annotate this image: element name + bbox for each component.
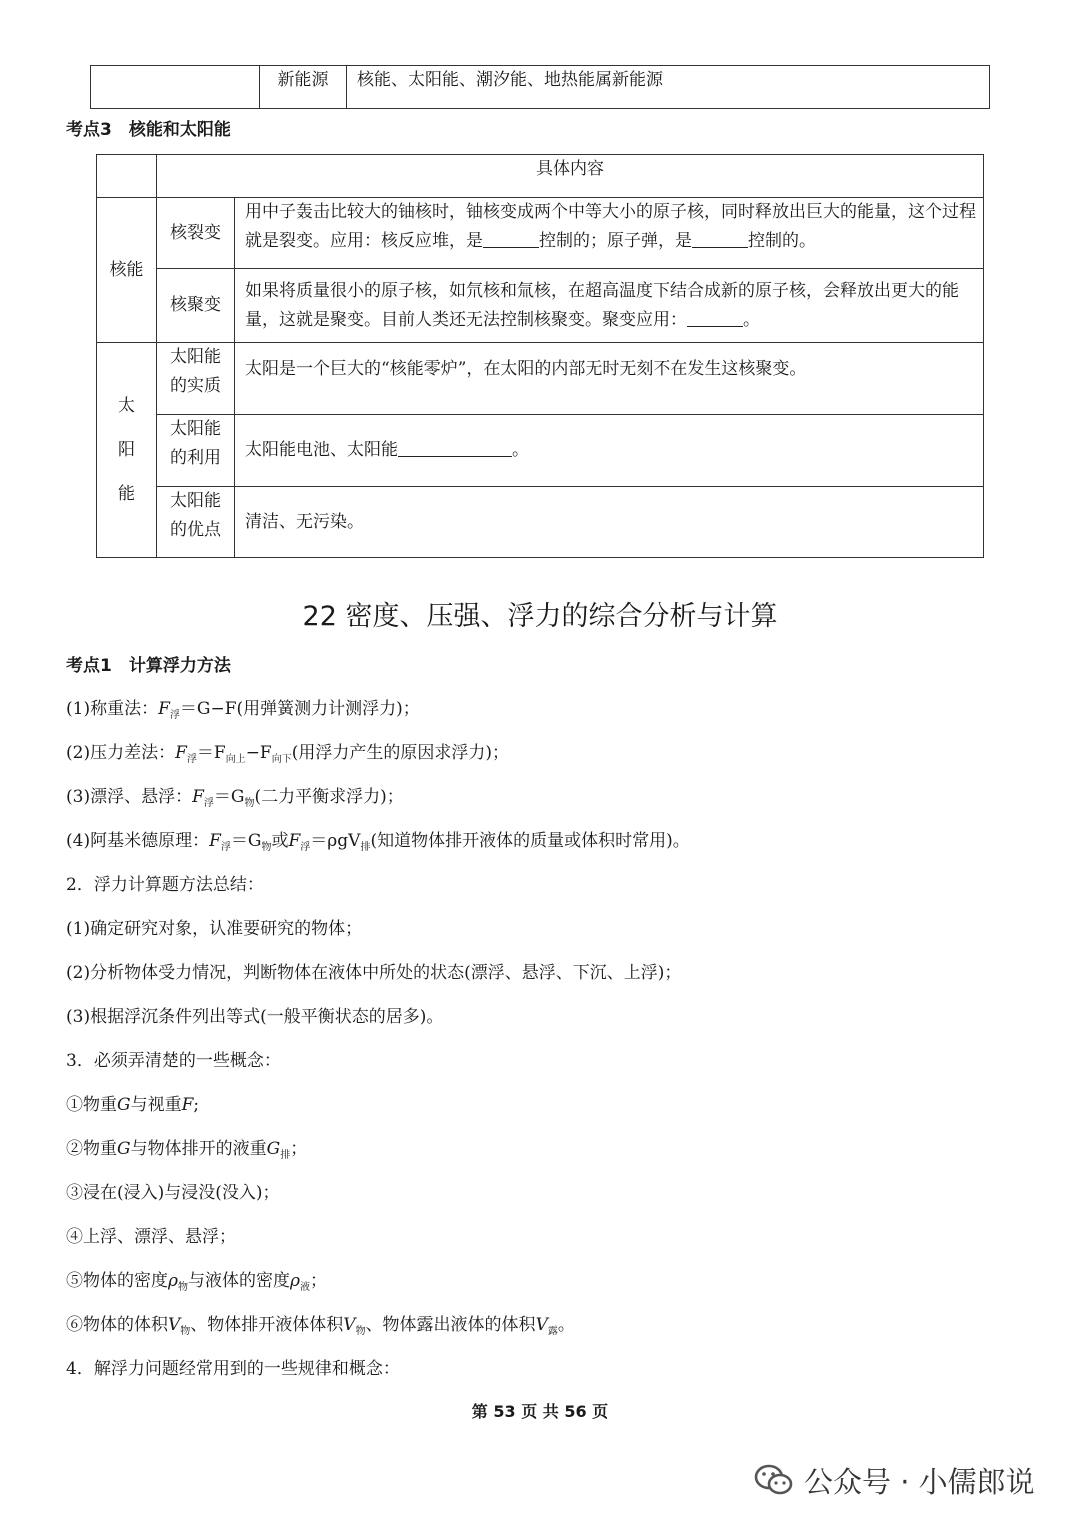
- concept-1: ①物重G与视重F;: [66, 1095, 200, 1115]
- fusion-blank[interactable]: [687, 308, 743, 327]
- summary-title: 2．浮力计算题方法总结：: [66, 875, 264, 895]
- energy-category-cell: 新能源: [260, 66, 347, 109]
- concepts-title: 3．必须弄清楚的一些概念：: [66, 1051, 281, 1071]
- fission-blank-1[interactable]: [483, 229, 539, 248]
- fission-text: 用中子轰击比较大的铀核时，铀核变成两个中等大小的原子核，同时释放出巨大的能量，这个过程就是裂变。应用：核反应堆，是: [245, 202, 976, 251]
- page-footer: 第 53 页 共 56 页: [471, 1402, 609, 1421]
- fusion-end: 。: [743, 309, 760, 330]
- watermark: [754, 1458, 1035, 1502]
- solar-use-blank[interactable]: [398, 438, 512, 457]
- solar-adv-text: 清洁、无污染。: [235, 487, 984, 558]
- solar-use-end: 。: [512, 440, 529, 460]
- fission-mid: 控制的；原子弹，是: [539, 231, 692, 251]
- solar-adv-label: 太阳能 的优点: [157, 487, 235, 558]
- solar-label-char-2: 阳: [118, 440, 135, 460]
- section1-heading: 考点1 计算浮力方法: [66, 656, 231, 676]
- rules-title: 4．解浮力问题经常用到的一些规律和概念：: [66, 1359, 400, 1379]
- solar-label-char-3: 能: [118, 484, 135, 504]
- section3-heading: 考点3 核能和太阳能: [66, 120, 231, 140]
- concept-6: ⑥物体的体积$V_物$、物体排开液体体积$V_物$、物体露出液体的体积$V_露$。: [66, 1315, 575, 1337]
- concept-3: ③浸在(浸入)与浸没(没入)；: [66, 1183, 280, 1203]
- fusion-text: 如果将质量很小的原子核，如氘核和氚核，在超高温度下结合成新的原子核，会释放出更大的能量，这就是聚变。目前人类还无法控制核聚变。聚变应用：: [245, 280, 959, 330]
- fusion-text-cell: [235, 269, 984, 343]
- solar-use-text: 太阳能电池、太阳能: [245, 440, 398, 460]
- nuclear-solar-table: [96, 154, 984, 558]
- summary-1: (1)确定研究对象，认准要研究的物体；: [66, 919, 363, 939]
- header-cell: 具体内容: [157, 155, 984, 198]
- solar-use-text-cell: [235, 415, 984, 487]
- top-table: [90, 65, 990, 109]
- nuclear-label: 核能: [97, 198, 157, 343]
- solar-label-char-1: 太: [118, 396, 135, 416]
- fission-label: 核裂变: [157, 198, 235, 269]
- solar-essence-text: 太阳是一个巨大的“核能零炉”，在太阳的内部无时无刻不在发生这核聚变。: [235, 343, 984, 415]
- method-2: (2)压力差法：$F_浮=F_{向上}-F_{向下}$(用浮力产生的原因求浮力)；: [66, 743, 509, 765]
- watermark-label: 公众号 · 小儒郎说: [804, 1464, 1035, 1499]
- chapter-title: 22 密度、压强、浮力的综合分析与计算: [302, 601, 778, 632]
- summary-3: (3)根据浮沉条件列出等式(一般平衡状态的居多)。: [66, 1007, 444, 1027]
- energy-content-cell: 核能、太阳能、潮汐能、地热能属新能源: [347, 66, 990, 109]
- method-3: (3)漂浮、悬浮：$F_浮=G_物$(二力平衡求浮力)；: [66, 787, 404, 809]
- concept-5: ⑤物体的密度$\rho_物$与液体的密度$\rho_液$；: [66, 1271, 327, 1293]
- fission-end: 控制的。: [748, 231, 816, 251]
- concept-2: ②物重G与物体排开的液重$G_排$；: [66, 1139, 308, 1161]
- solar-label: [97, 343, 157, 558]
- wechat-icon: [754, 1463, 794, 1497]
- summary-2: (2)分析物体受力情况，判断物体在液体中所处的状态(漂浮、悬浮、下沉、上浮)；: [66, 963, 682, 983]
- fission-text-cell: [235, 198, 984, 269]
- solar-use-label: 太阳能 的利用: [157, 415, 235, 487]
- fission-blank-2[interactable]: [692, 229, 748, 248]
- method-4: (4)阿基米德原理：$F_浮=G_物$或$F_浮=\rho gV_排$(知道物体排开液体的质量或体积时常用)。: [66, 831, 690, 853]
- solar-essence-label: 太阳能 的实质: [157, 343, 235, 415]
- fusion-label: 核聚变: [157, 269, 235, 343]
- method-1: (1)称重法：$F_浮=G-F$(用弹簧测力计测浮力)；: [66, 699, 420, 721]
- concept-4: ④上浮、漂浮、悬浮；: [66, 1227, 236, 1247]
